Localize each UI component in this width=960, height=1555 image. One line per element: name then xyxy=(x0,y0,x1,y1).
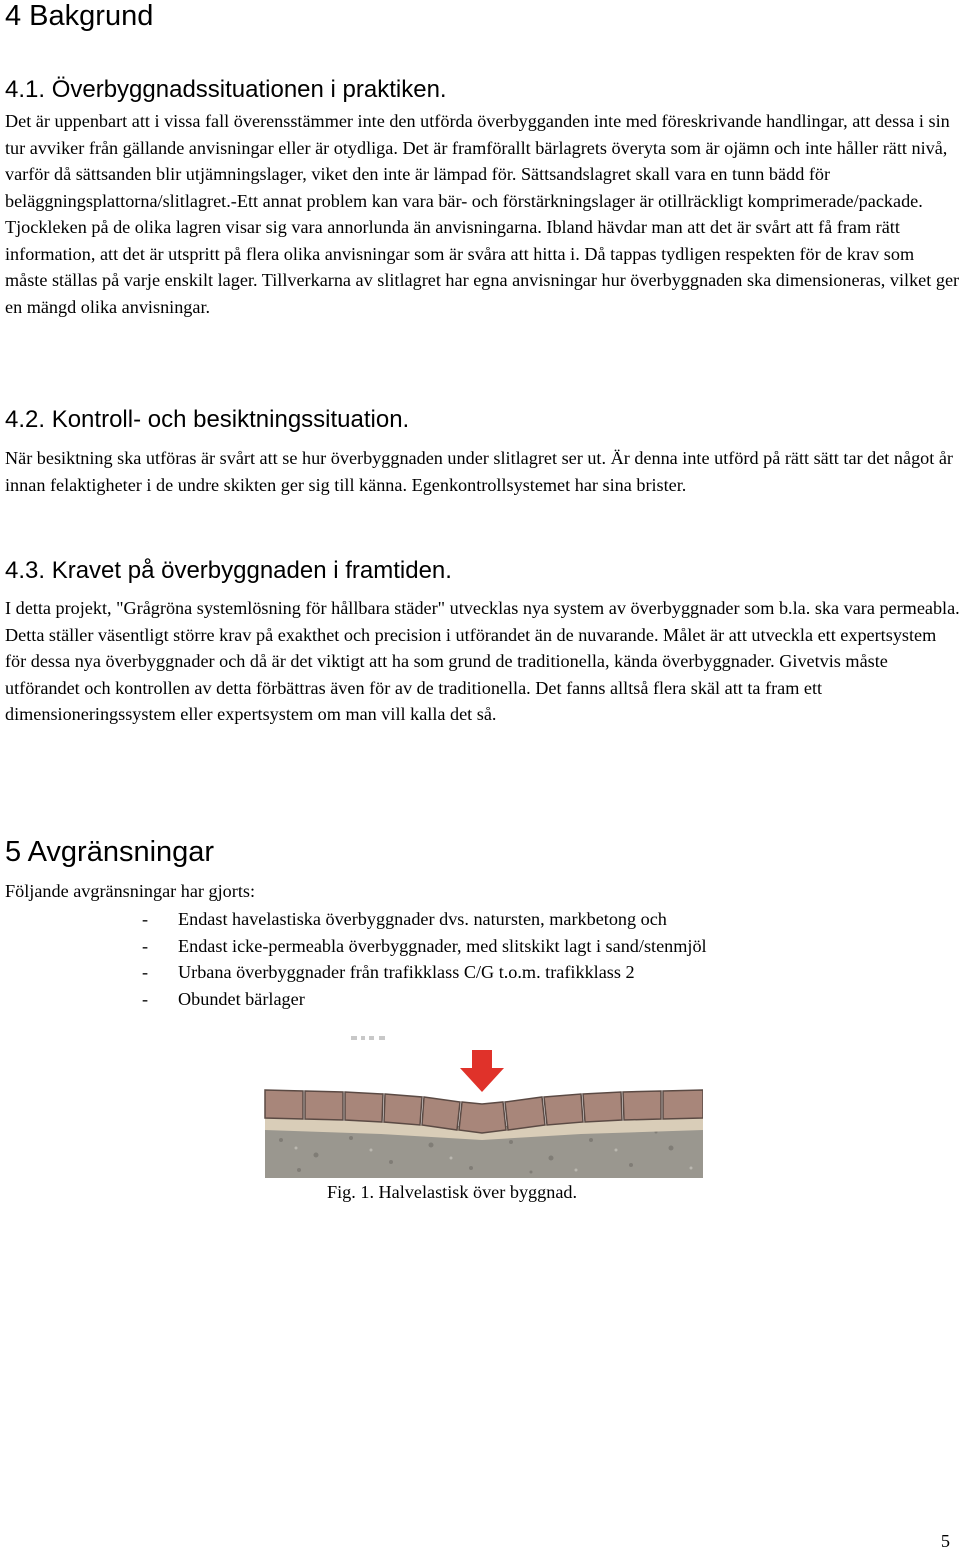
sentence: -Ett annat problem kan vara bär- och förstärkningslager är otillräckligt komprimerade/packade. xyxy=(230,190,923,211)
list-dash: - xyxy=(142,909,149,929)
sentence: Givetvis måste utförandet och kontrollen av detta förbättras även för av de traditionella. xyxy=(5,651,888,698)
list-dash: - xyxy=(142,962,149,982)
sentence: När besiktning ska utföras är svårt att se hur överbyggnaden under slitlagret ser ut. xyxy=(5,448,607,468)
chapter-4-heading: 4 Bakgrund xyxy=(5,0,154,32)
sentence: Egenkontrollsystemet har sina brister. xyxy=(411,474,687,495)
figure-top-marks xyxy=(351,1036,385,1040)
sentence: Då tappas tydligen respekten för de krav som måste ställas på varje enskilt lager. xyxy=(5,243,915,290)
section-4-1-body xyxy=(5,108,960,320)
section-4-1-heading: 4.1. Överbyggnadssituationen i praktiken. xyxy=(5,76,447,103)
sentence: Tjockleken på de olika lagren visar sig vara annorlunda än anvisningarna. xyxy=(5,217,542,237)
figure-caption: Fig. 1. Halvelastisk över byggnad. xyxy=(327,1182,578,1202)
list-dash: - xyxy=(142,988,149,1009)
section-4-3-heading: 4.3. Kravet på överbyggnaden i framtiden. xyxy=(5,557,452,584)
sentence: Är denna inte utförd på rätt sätt tar det något år innan felaktigheter i de undre skikten ger sig till känna. xyxy=(5,448,953,495)
list-item-text: Obundet bärlager xyxy=(178,988,305,1009)
section-4-3-body xyxy=(5,595,960,728)
sentence: Det är framförallt bärlagrets överyta som är ojämn och inte håller rätt nivå, varför då sättsanden blir utjämningslager, viket den inte är lämpad för. xyxy=(5,137,948,184)
section-4-2-body xyxy=(5,445,960,498)
chapter-5-intro: Följande avgränsningar har gjorts: xyxy=(5,881,256,901)
list-item-text: Urbana överbyggnader från trafikklass C/G t.o.m. trafikklass 2 xyxy=(178,962,635,982)
sentence: Tillverkarna av slitlagret har egna anvisningar hur överbyggnaden ska dimensioneras, vilket ger en mängd olika anvisningar. xyxy=(5,270,960,317)
sentence: Sättsandslagret skall vara en tunn bädd för beläggningsplattorna/slitlagret. xyxy=(5,164,831,211)
load-arrow-icon xyxy=(460,1050,504,1092)
section-4-2-heading: 4.2. Kontroll- och besiktningssituation. xyxy=(5,406,410,433)
sentence: I detta projekt, "Grågröna systemlösning för hållbara städer" utvecklas nya system av överbyggnader som b.la. ska vara permeabla. xyxy=(5,598,960,618)
list-item-text: Endast icke-permeabla överbyggnader, med slitskikt lagt i sand/stenmjöl xyxy=(178,935,707,956)
pavement-figure xyxy=(261,1030,703,1178)
page-number: 5 xyxy=(940,1531,950,1551)
sentence: Det fanns alltså flera skäl att ta fram ett dimensioneringssystem eller expertsystem om man vill kalla det så. xyxy=(5,677,823,724)
list-dash: - xyxy=(142,935,149,956)
sentence: Detta ställer väsentligt större krav på exakthet och precision i utförandet än de nuvarande. xyxy=(5,624,659,645)
sentence: Ibland hävdar man att det är svårt att få fram rätt information, att det är utspritt på flera olika anvisningar som är svåra att hitta i. xyxy=(5,217,900,264)
sentence: Målet är att utveckla ett expertsystem för dessa nya överbyggnader och då är det viktigt att ha som grund de traditionella, kända överbyggnader. xyxy=(5,624,937,671)
list-item-text: Endast havelastiska överbyggnader dvs. natursten, markbetong och xyxy=(178,909,667,929)
sentence: Det är uppenbart att i vissa fall överensstämmer inte den utförda överbygganden inte med föreskrivande handlingar, att dessa i sin tur avviker från gällande anvisningar eller är otydliga. xyxy=(5,111,950,158)
chapter-5-heading: 5 Avgränsningar xyxy=(5,836,215,868)
